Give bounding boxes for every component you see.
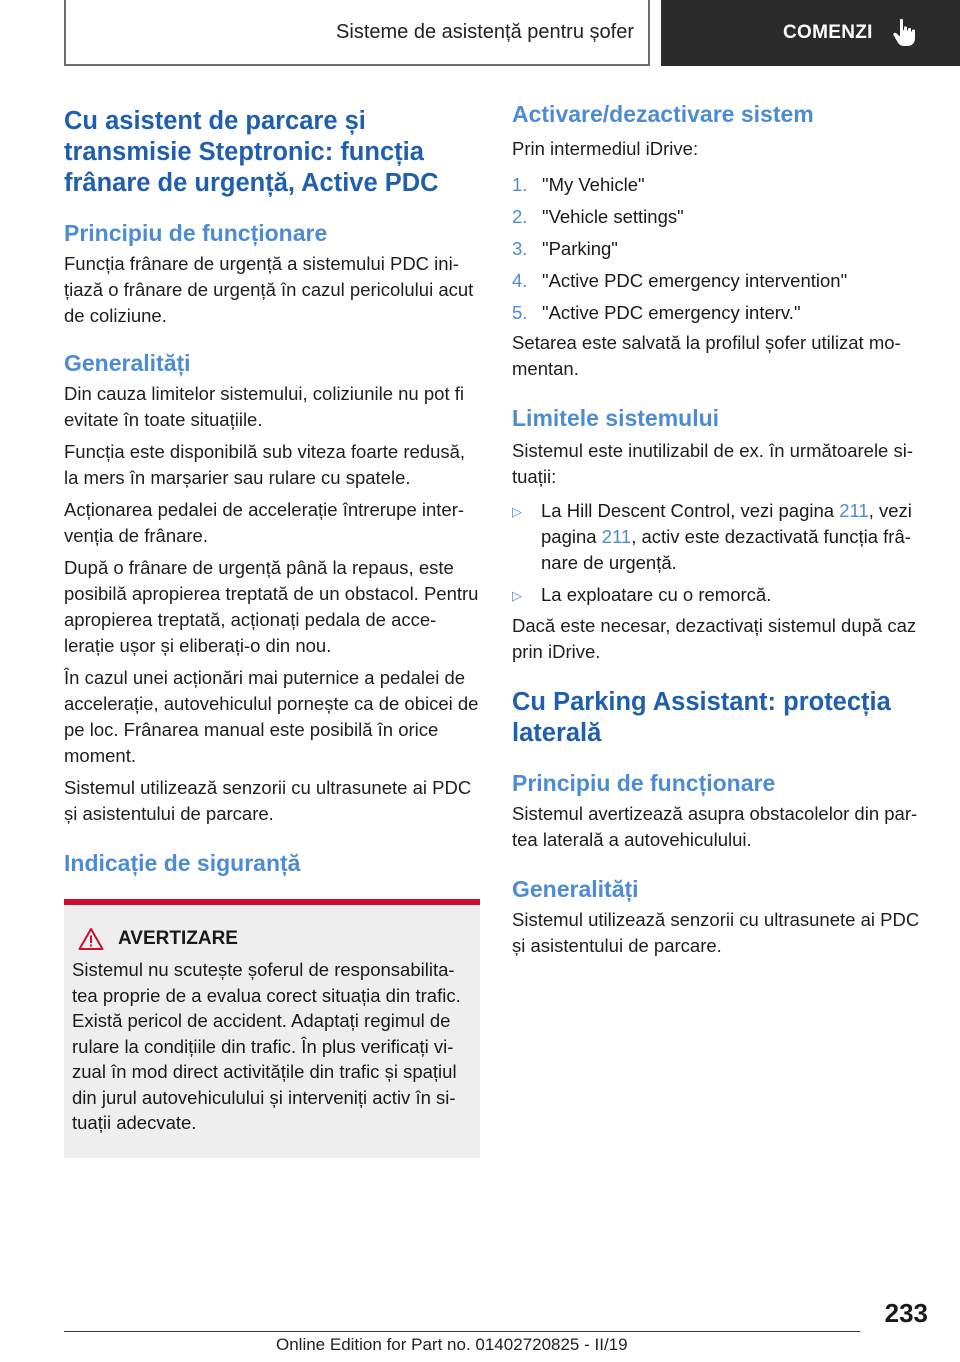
page-number: 233 xyxy=(884,1298,928,1328)
heading-principle: Principiu de funcționare xyxy=(512,770,776,796)
paragraph: Acționarea pedalei de accelerație întrerupe intervenția de frânare. xyxy=(64,499,465,546)
warning-text: Sistemul nu scutește șoferul de responsabilitatea proprie de a evalua corect situația din trafic. Există pericol de accident. Adaptați regimul de rulare la condițiile din trafic. În plus verificați vizual în mod direct activitățile din trafic și spațiul din jurul autovehiculului și interveniți activ în situații adecvate. xyxy=(72,959,461,1133)
paragraph: Sistemul utilizează senzorii cu ultrasunete ai PDC și asistentului de parcare. xyxy=(64,777,472,824)
paragraph: După o frânare de urgență până la repaus, este posibilă apropierea treptată de un obstacol. Pentru apropierea treptată, acționați pedala de accelerație ușor și eliberați-o din nou. xyxy=(64,557,479,656)
heading-activation: Activare/dezactivare sistem xyxy=(512,101,814,127)
chapter-tab xyxy=(661,0,960,66)
warning-header xyxy=(72,927,472,951)
bullet-triangle-icon: ▷ xyxy=(512,588,522,603)
steps-list xyxy=(512,172,928,326)
list-item: 2. "Vehicle settings" xyxy=(512,206,684,227)
section-title: Sisteme de asistență pentru șofer xyxy=(336,20,634,43)
paragraph: Sistemul avertizează asupra obstacolelor din partea laterală a autovehiculului. xyxy=(512,803,918,850)
page-header xyxy=(0,0,960,66)
paragraph: În cazul unei acționări mai puternice a pedalei de accelerație, autovehiculul pornește ca de obicei de pe loc. Frânarea manual este posibilă în orice moment. xyxy=(64,667,479,766)
paragraph: Funcția frânare de urgență a sistemului PDC inițiază o frânare de urgență în cazul pericolului acut de coliziune. xyxy=(64,253,474,326)
paragraph: Setarea este salvată la profilul șofer utilizat momentan. xyxy=(512,332,901,379)
left-column xyxy=(64,100,480,1158)
heading-general: Generalități xyxy=(512,876,639,902)
paragraph: Prin intermediul iDrive: xyxy=(512,138,699,159)
list-item: 1. "My Vehicle" xyxy=(512,174,645,195)
list-item: ▷ La exploatare cu o remorcă. xyxy=(512,582,928,609)
page-link[interactable]: 211 xyxy=(839,500,869,521)
page-link[interactable]: 211 xyxy=(601,526,632,547)
list-item: 4. "Active PDC emergency intervention" xyxy=(512,270,848,291)
hand-pointer-icon xyxy=(891,18,917,48)
paragraph: Sistemul este inutilizabil de ex. în următoarele situații: xyxy=(512,440,914,487)
heading-safety: Indicație de siguranță xyxy=(64,850,301,876)
warning-title: AVERTIZARE xyxy=(118,928,238,949)
bullet-triangle-icon: ▷ xyxy=(512,504,522,519)
right-column xyxy=(512,100,928,959)
paragraph: Funcția este disponibilă sub viteza foarte redusă, la mers în marșarier sau rulare cu spatele. xyxy=(64,441,466,488)
paragraph: Din cauza limitelor sistemului, coliziunile nu pot fi evitate în toate situațiile. xyxy=(64,383,464,430)
paragraph: Sistemul utilizează senzorii cu ultrasunete ai PDC și asistentului de parcare. xyxy=(512,909,920,956)
edition-text: Online Edition for Part no. 01402720825 - II/19 xyxy=(276,1335,628,1354)
chapter-title: COMENZI xyxy=(783,22,873,43)
heading-principle: Principiu de funcționare xyxy=(64,220,328,246)
warning-box xyxy=(64,899,480,1158)
main-title: Cu asistent de parcare și transmisie Steptronic: funcția frânare de urgență, Active PDC xyxy=(64,107,439,197)
list-item: ▷ La Hill Descent Control, vezi pagina 211, vezi pagina 211, activ este dezactivată funcția frânare de urgență. xyxy=(512,498,928,576)
warning-triangle-icon xyxy=(78,927,104,951)
section-title-side-protection: Cu Parking Assistant: protecția laterală xyxy=(512,688,891,747)
limits-list xyxy=(512,498,928,609)
section-tab xyxy=(64,0,650,66)
list-item: 5. "Active PDC emergency interv." xyxy=(512,302,801,323)
paragraph: Dacă este necesar, dezactivați sistemul după caz prin iDrive. xyxy=(512,615,917,662)
heading-general: Generalități xyxy=(64,350,191,376)
heading-limits: Limitele sistemului xyxy=(512,405,720,431)
list-item: 3. "Parking" xyxy=(512,238,618,259)
footer-divider xyxy=(64,1331,860,1332)
